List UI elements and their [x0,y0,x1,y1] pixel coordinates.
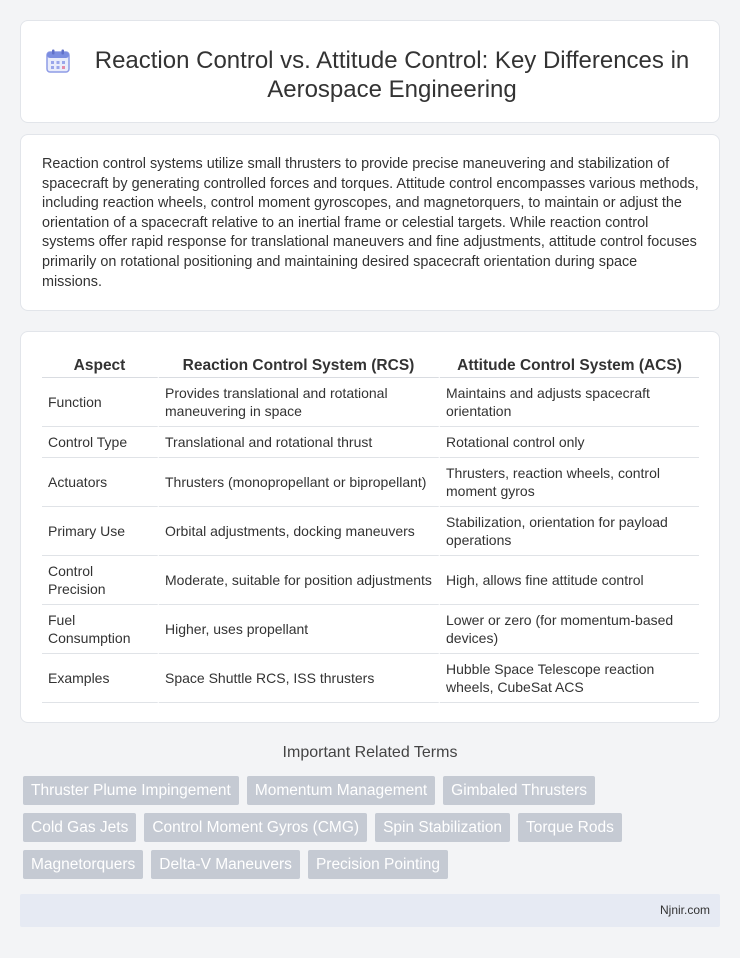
header-rcs: Reaction Control System (RCS) [159,352,440,378]
table-row [42,605,699,654]
header-aspect: Aspect [42,352,159,378]
table-cell: Control Precision [42,556,159,605]
table-cell: Examples [42,654,159,703]
table-cell: Translational and rotational thrust [159,427,440,458]
related-terms-list [23,776,723,887]
tag-gimbaled-thrusters[interactable]: Gimbaled Thrusters [443,776,595,805]
table-cell: Rotational control only [440,427,699,458]
tag-delta-v-maneuvers[interactable]: Delta-V Maneuvers [151,850,300,879]
table-cell: Function [42,378,159,427]
table-row [42,654,699,703]
table-cell: Space Shuttle RCS, ISS thrusters [159,654,440,703]
table-cell: High, allows fine attitude control [440,556,699,605]
tag-magnetorquers[interactable]: Magnetorquers [23,850,143,879]
tag-row [23,850,723,879]
tag-momentum-management[interactable]: Momentum Management [247,776,435,805]
intro-card [20,134,720,311]
header-acs: Attitude Control System (ACS) [440,352,699,378]
related-terms-heading: Important Related Terms [282,744,458,761]
table-cell: Maintains and adjusts spacecraft orientation [440,378,699,427]
tag-row [23,776,723,805]
table-cell: Provides translational and rotational maneuvering in space [159,378,440,427]
comparison-card [20,331,720,723]
table-cell: Moderate, suitable for position adjustments [159,556,440,605]
table-cell: Thrusters, reaction wheels, control moment gyros [440,458,699,507]
table-cell: Higher, uses propellant [159,605,440,654]
table-cell: Actuators [42,458,159,507]
table-row [42,378,699,427]
table-cell: Hubble Space Telescope reaction wheels, CubeSat ACS [440,654,699,703]
tag-torque-rods[interactable]: Torque Rods [518,813,622,842]
footer-site-link[interactable]: Njnir.com [659,903,710,917]
table-row [42,556,699,605]
table-row [42,458,699,507]
tag-row [23,813,723,842]
intro-paragraph: Reaction control systems utilize small thrusters to provide precise maneuvering and stabilization of spacecraft by generating controlled forces and torques. Attitude control encompasses various methods, including reaction wheels, control moment gyroscopes, and magnetorquers, to maintain or adjust the orientation of a spacecraft relative to an inertial frame or celestial targets. While reaction control systems offer rapid response for translational maneuvers and fine adjustments, attitude control focuses primarily on rotational positioning and maintaining desired spacecraft orientation during space missions. [42,156,699,290]
footer [20,894,720,927]
tag-spin-stabilization[interactable]: Spin Stabilization [375,813,510,842]
table-cell: Lower or zero (for momentum-based devices) [440,605,699,654]
table-cell: Control Type [42,427,159,458]
table-row [42,427,699,458]
title-card [20,20,720,123]
tag-thruster-plume-impingement[interactable]: Thruster Plume Impingement [23,776,239,805]
tag-precision-pointing[interactable]: Precision Pointing [308,850,448,879]
table-row [42,507,699,556]
comparison-table [42,352,699,703]
page-title: Reaction Control vs. Attitude Control: Key Differences in Aerospace Engineering [94,47,690,103]
calendar-icon [45,48,71,74]
table-cell: Primary Use [42,507,159,556]
tag-cold-gas-jets[interactable]: Cold Gas Jets [23,813,136,842]
table-cell: Fuel Consumption [42,605,159,654]
table-cell: Orbital adjustments, docking maneuvers [159,507,440,556]
table-cell: Thrusters (monopropellant or bipropellant) [159,458,440,507]
table-header-row [42,352,699,378]
table-cell: Stabilization, orientation for payload operations [440,507,699,556]
tag-control-moment-gyros[interactable]: Control Moment Gyros (CMG) [144,813,367,842]
